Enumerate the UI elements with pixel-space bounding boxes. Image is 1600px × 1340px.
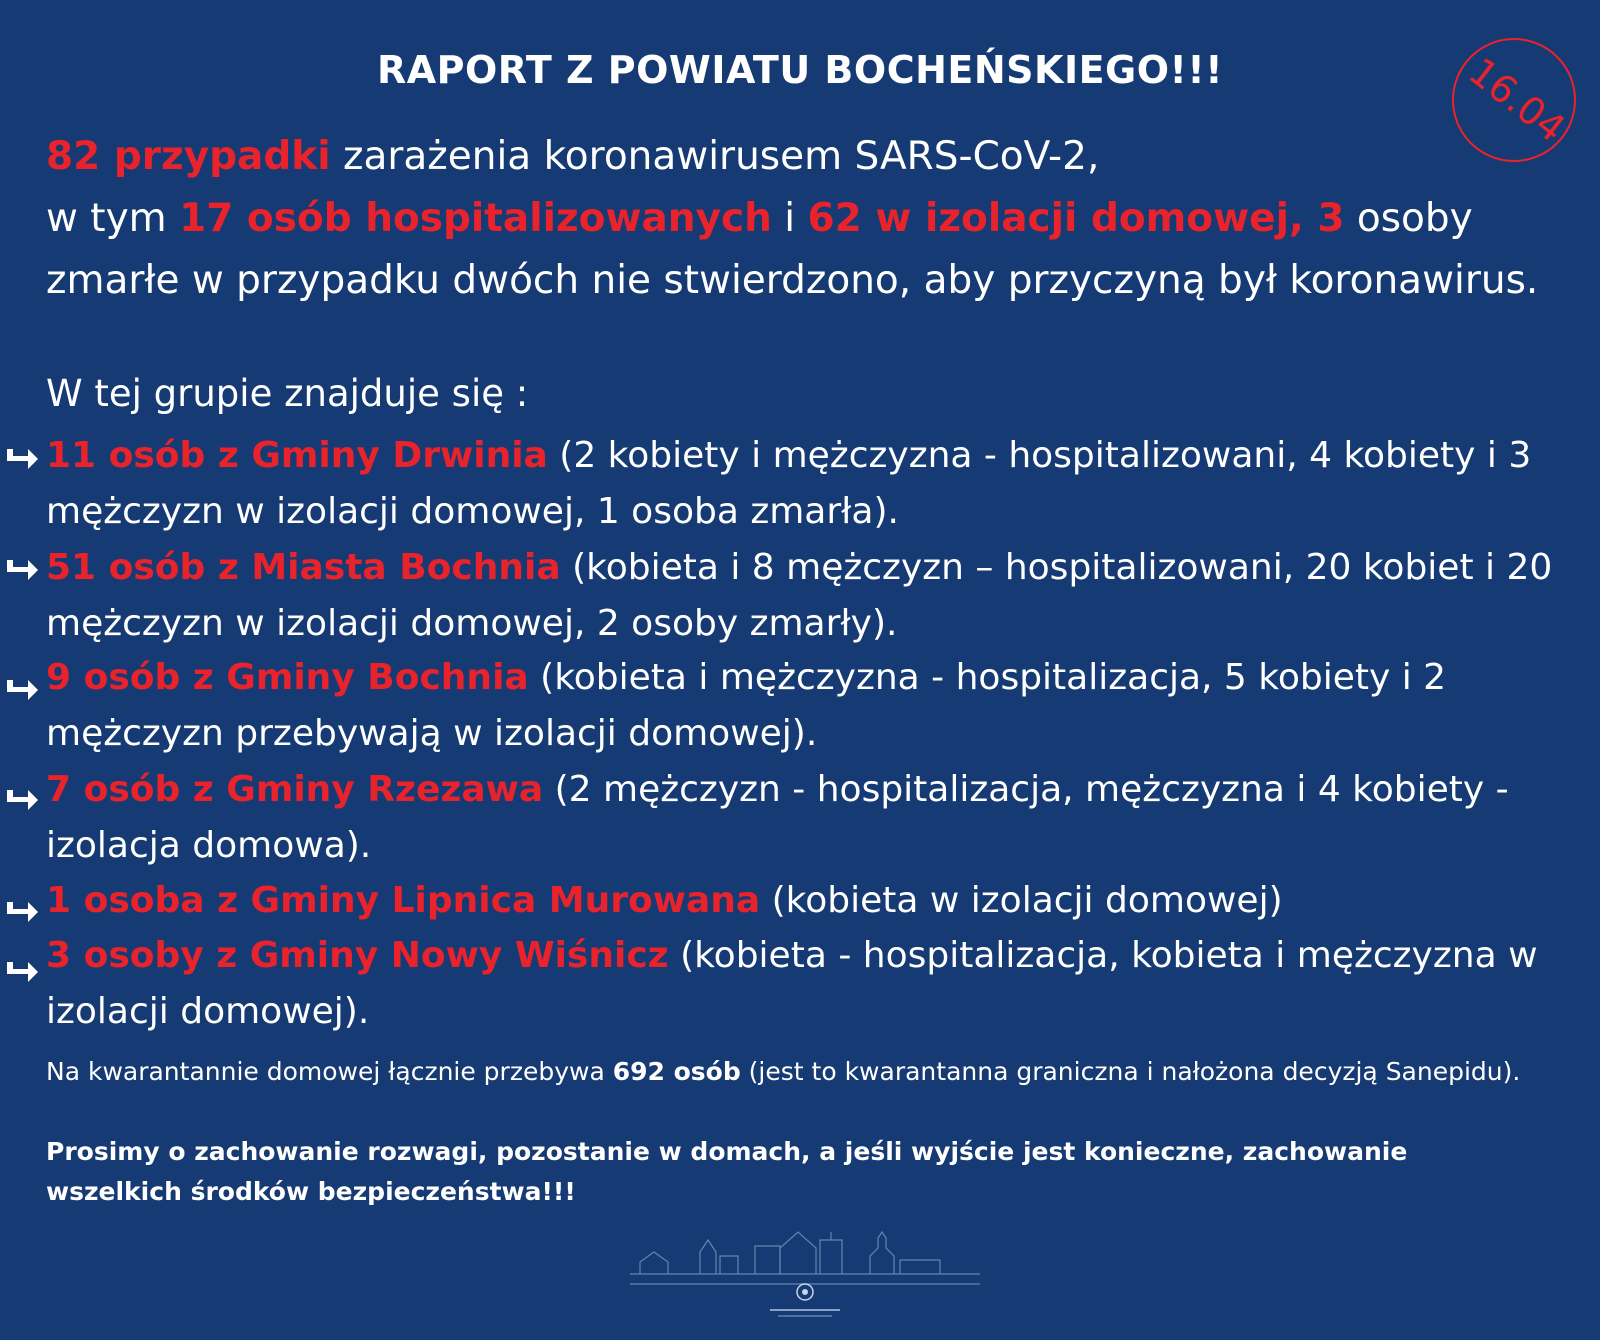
county-logo-icon xyxy=(620,1226,990,1336)
arrow-right-icon xyxy=(4,958,40,988)
intro-text-a: w tym xyxy=(46,196,180,241)
arrow-right-icon xyxy=(4,786,40,816)
quarantine-count: 692 osób xyxy=(612,1057,741,1086)
item-text: (kobieta w izolacji domowej) xyxy=(760,880,1283,921)
item-highlight: 11 osób z Gminy Drwinia xyxy=(46,435,548,476)
report-title: RAPORT Z POWIATU BOCHEŃSKIEGO!!! xyxy=(376,48,1224,92)
date-stamp-text: 16.04 xyxy=(1460,49,1574,151)
arrow-right-icon xyxy=(4,898,40,928)
quarantine-note xyxy=(46,1052,1536,1092)
safety-appeal: Prosimy o zachowanie rozwagi, pozostanie w domach, a jeśli wyjście jest konieczne, zachowanie wszelkich środków bezpieczeństwa!!! xyxy=(46,1137,1408,1206)
list-item xyxy=(46,873,1561,929)
intro-paragraph xyxy=(46,126,1566,312)
item-highlight: 51 osób z Miasta Bochnia xyxy=(46,547,561,588)
isolation-count: 62 w izolacji domowej, 3 xyxy=(807,196,1345,241)
item-highlight: 9 osób z Gminy Bochnia xyxy=(46,657,529,698)
item-text: (kobieta i 8 mężczyzn – hospitalizowani, 20 kobiet i 20 mężczyzn w izolacji domowej, 2 osoby zmarły). xyxy=(46,547,1553,644)
group-header: W tej grupie znajduje się : xyxy=(46,372,529,415)
cases-text: zarażenia koronawirusem SARS-CoV-2, xyxy=(330,134,1100,179)
quarantine-text-a: Na kwarantannie domowej łącznie przebywa xyxy=(46,1057,613,1086)
arrow-right-icon xyxy=(4,445,40,475)
arrow-right-icon xyxy=(4,676,40,706)
list-item xyxy=(46,650,1561,762)
item-highlight: 3 osoby z Gminy Nowy Wiśnicz xyxy=(46,935,669,976)
intro-text-b: i xyxy=(771,196,808,241)
quarantine-text-b: (jest to kwarantanna graniczna i nałożona decyzją Sanepidu). xyxy=(740,1057,1521,1086)
item-highlight: 7 osób z Gminy Rzezawa xyxy=(46,769,544,810)
list-item xyxy=(46,540,1561,652)
item-text: (kobieta - hospitalizacja, kobieta i mężczyzna w izolacji domowej). xyxy=(46,935,1538,1032)
intro-text-c: osoby zmarłe w przypadku dwóch nie stwierdzono, aby przyczyną był koronawirus. xyxy=(46,196,1539,303)
cases-count: 82 przypadki xyxy=(46,134,331,179)
list-item xyxy=(46,928,1561,1040)
item-text: (kobieta i mężczyzna - hospitalizacja, 5 kobiety i 2 mężczyzn przebywają w izolacji domowej). xyxy=(46,657,1447,754)
item-text: (2 kobiety i mężczyzna - hospitalizowani, 4 kobiety i 3 mężczyzn w izolacji domowej, 1 osoba zmarła). xyxy=(46,435,1532,532)
list-item xyxy=(46,428,1561,540)
item-highlight: 1 osoba z Gminy Lipnica Murowana xyxy=(46,880,761,921)
list-item xyxy=(46,762,1561,874)
arrow-right-icon xyxy=(4,556,40,586)
item-text: (2 mężczyzn - hospitalizacja, mężczyzna i 4 kobiety - izolacja domowa). xyxy=(46,769,1509,866)
hospitalized-count: 17 osób hospitalizowanych xyxy=(179,196,772,241)
